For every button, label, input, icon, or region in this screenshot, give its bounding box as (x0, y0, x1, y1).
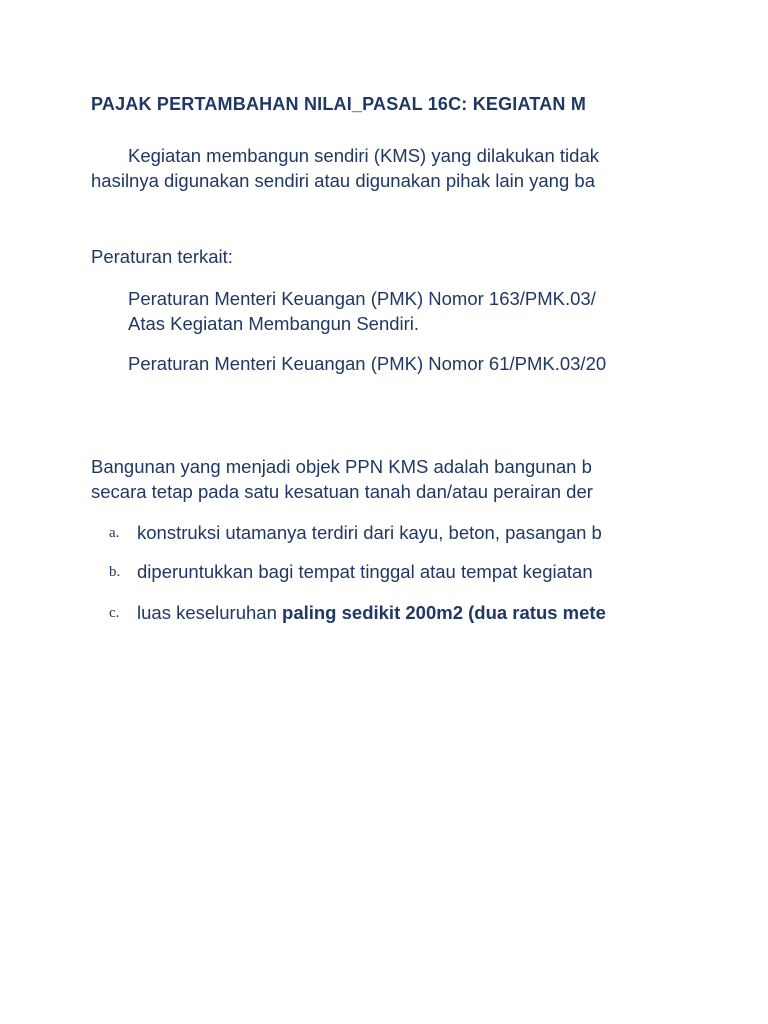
intro-line-2: hasilnya digunakan sendiri atau digunakan pihak lain yang ba (91, 170, 595, 191)
criteria-text: konstruksi utamanya terdiri dari kayu, beton, pasangan b (137, 522, 602, 543)
intro-line-1: Kegiatan membangun sendiri (KMS) yang dilakukan tidak (128, 145, 599, 166)
regulation-item-2-line-1: Peraturan Menteri Keuangan (PMK) Nomor 61/PMK.03/20 (128, 353, 607, 374)
regulations-heading: Peraturan terkait: (91, 246, 233, 267)
regulation-item-1-line-2: Atas Kegiatan Membangun Sendiri. (128, 313, 420, 334)
criteria-text: diperuntukkan bagi tempat tinggal atau tempat kegiatan (137, 561, 593, 582)
criteria-marker-c: c. (109, 605, 120, 621)
criteria-text: luas keseluruhan (137, 602, 283, 623)
building-line-2: secara tetap pada satu kesatuan tanah dan/atau perairan der (91, 481, 593, 502)
criteria-bold-text: paling sedikit 200m2 (dua ratus mete (282, 602, 606, 623)
criteria-marker-b: b. (109, 564, 121, 580)
regulation-item-1-line-1: Peraturan Menteri Keuangan (PMK) Nomor 163/PMK.03/ (128, 288, 596, 309)
criteria-item-b (137, 561, 593, 583)
criteria-marker-a: a. (109, 525, 120, 541)
criteria-item-c (137, 602, 606, 624)
document-title: PAJAK PERTAMBAHAN NILAI_PASAL 16C: KEGIATAN M (91, 94, 587, 114)
building-line-1: Bangunan yang menjadi objek PPN KMS adalah bangunan b (91, 456, 592, 477)
criteria-item-a (137, 522, 602, 544)
